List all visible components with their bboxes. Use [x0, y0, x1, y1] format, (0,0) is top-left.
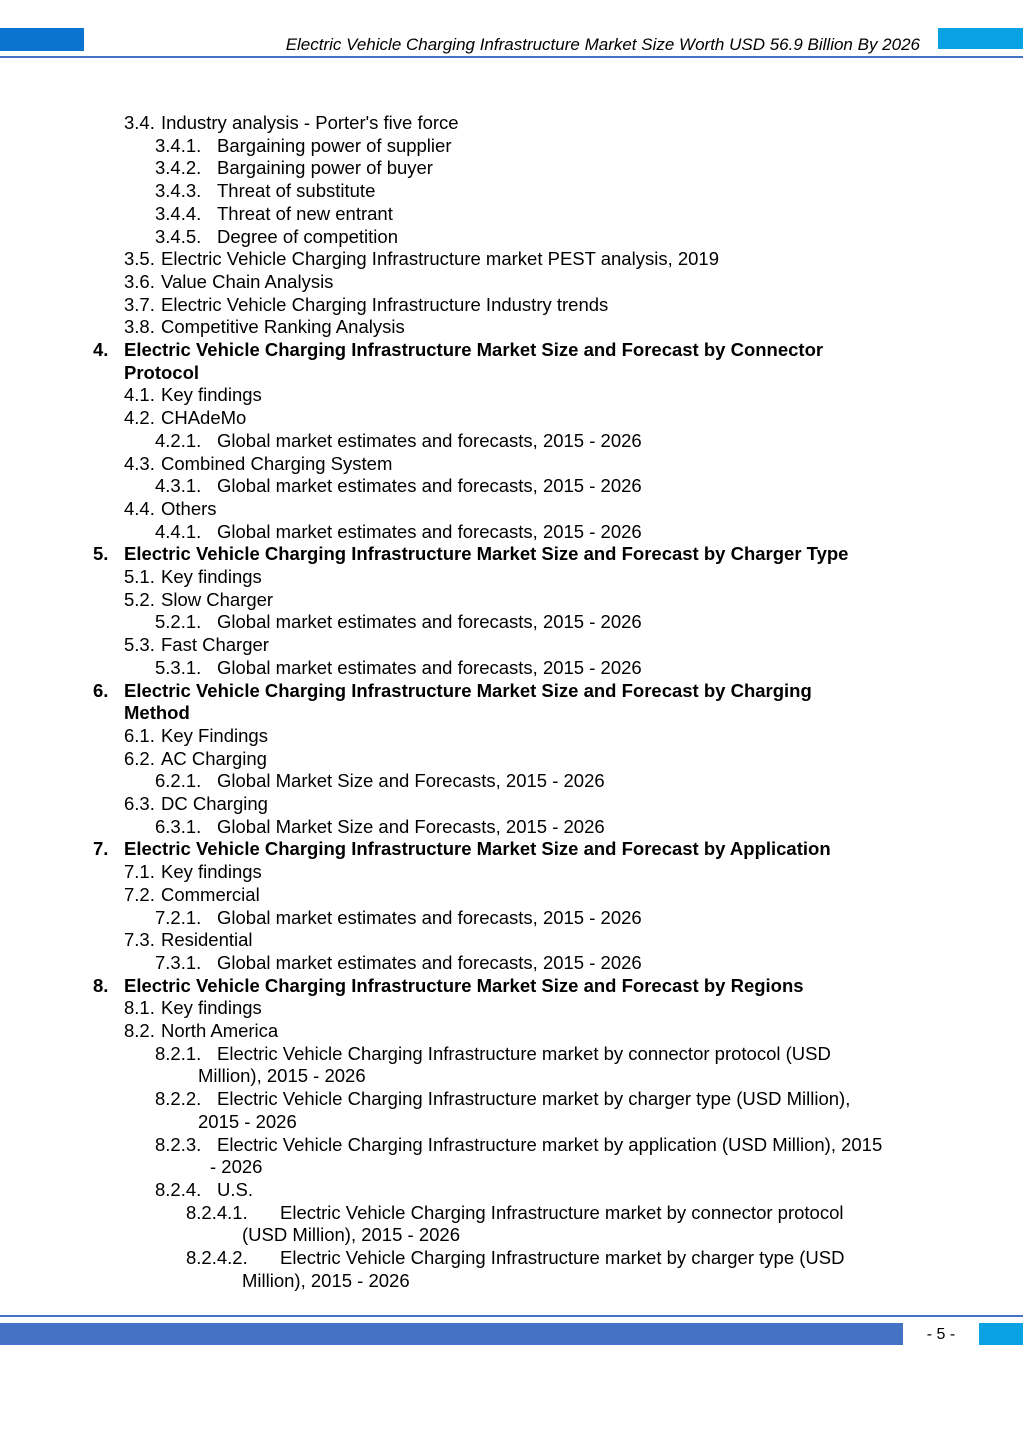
toc-entry-number: 6.3.1. [155, 815, 202, 837]
toc-entry-number: 3.4.4. [155, 202, 202, 224]
toc-entry-title: Global Market Size and Forecasts, 2015 - 2026 [217, 815, 605, 837]
toc-entry-number: 6.2.1. [155, 770, 202, 792]
toc-entry-title: Others [161, 497, 217, 519]
toc-entry-number: 6.2. [124, 747, 155, 769]
toc-entry-number: 5.1. [124, 566, 155, 587]
toc-entry-title: DC Charging [161, 793, 268, 814]
toc-entry-number: 8.1. [124, 997, 155, 1019]
toc-entry-number: 5.3.1. [155, 656, 202, 678]
toc-entry-title-continued: Protocol [124, 361, 200, 383]
toc-entry-number: 8.2.4.1. [186, 1201, 248, 1223]
toc-entry-title: U.S. [217, 1178, 253, 1200]
toc-entry-title: Electric Vehicle Charging Infrastructure Market Size and Forecast by Charger Type [124, 543, 849, 565]
toc-entry-number: 4.3. [124, 452, 155, 474]
toc-entry-number: 8.2.2. [155, 1088, 202, 1110]
toc-entry-title: AC Charging [161, 747, 267, 769]
toc-entry-number: 4.4. [124, 497, 155, 519]
toc-entry-number: 3.6. [124, 270, 155, 292]
toc-entry-title-continued: Million), 2015 - 2026 [242, 1269, 410, 1291]
toc-entry-title: Electric Vehicle Charging Infrastructure Market Size and Forecast by Charging [124, 679, 812, 701]
toc-entry-title: Global market estimates and forecasts, 2015 - 2026 [217, 475, 642, 497]
toc-entry-number: 3.5. [124, 248, 155, 270]
toc-entry-number: 8.2.4. [155, 1178, 202, 1200]
toc-entry-title: Threat of substitute [217, 180, 376, 202]
toc-entry-number: 5.2. [124, 588, 155, 610]
toc-entry-title: Threat of new entrant [217, 202, 393, 224]
toc-entry-number: 4.2.1. [155, 429, 202, 451]
toc-entry-title: CHAdeMo [161, 407, 247, 429]
toc-entry-title: Electric Vehicle Charging Infrastructure market by charger type (USD [280, 1247, 845, 1268]
toc-entry-number: 4.4.1. [155, 520, 202, 542]
toc-entry-number: 3.4.2. [155, 157, 202, 179]
toc-entry-title: Bargaining power of supplier [217, 134, 452, 156]
header-title: Electric Vehicle Charging Infrastructure Market Size Worth USD 56.9 Billion By 2026 [285, 35, 920, 54]
toc-entry-title: Key findings [161, 997, 262, 1019]
toc-entry-title-continued: Million), 2015 - 2026 [198, 1065, 366, 1087]
toc-entry-title: Slow Charger [161, 588, 274, 610]
toc-entry-title-continued: (USD Million), 2015 - 2026 [242, 1224, 460, 1246]
toc-entry-number: 4.1. [124, 384, 155, 406]
toc-entry-title: Electric Vehicle Charging Infrastructure Market Size and Forecast by Regions [124, 974, 804, 996]
toc-entry-title: Key findings [161, 861, 262, 883]
header-accent-right [938, 28, 1023, 49]
toc-entry-title: Electric Vehicle Charging Infrastructure Market Size and Forecast by Application [124, 838, 831, 860]
toc-entry-title-continued: Method [124, 702, 190, 724]
toc-entry-number: 8.2.4.2. [186, 1247, 248, 1268]
toc-entry-title: Competitive Ranking Analysis [161, 316, 405, 338]
toc-entry-number: 7.3. [124, 929, 155, 951]
toc-entry-title: Global market estimates and forecasts, 2015 - 2026 [217, 951, 642, 973]
toc-entry-number: 8.2.3. [155, 1133, 202, 1155]
toc-entry-number: 7. [93, 838, 109, 860]
toc-entry-number: 3.8. [124, 316, 155, 338]
toc-entry-title: North America [161, 1020, 279, 1041]
toc-entry-number: 3.7. [124, 293, 155, 315]
toc-entry-title: Residential [161, 929, 253, 951]
toc-entry-number: 7.2.1. [155, 906, 202, 928]
toc-entry-title: Global Market Size and Forecasts, 2015 - 2026 [217, 770, 605, 792]
toc-entry-title: Electric Vehicle Charging Infrastructure Market Size and Forecast by Connector [124, 339, 824, 360]
toc-entry-title: Degree of competition [217, 225, 398, 247]
toc-entry-number: 8.2.1. [155, 1042, 202, 1064]
toc-entry-title: Value Chain Analysis [161, 270, 334, 292]
toc-entry-title: Global market estimates and forecasts, 2015 - 2026 [217, 656, 642, 678]
toc-entry-title: Combined Charging System [161, 452, 393, 474]
toc-entry-title: Electric Vehicle Charging Infrastructure market by connector protocol (USD [217, 1042, 831, 1064]
toc-entry-title: Bargaining power of buyer [217, 157, 433, 179]
toc-entry-title: Commercial [161, 883, 260, 905]
toc-entry-number: 4.3.1. [155, 475, 202, 497]
footer-accent-right [979, 1323, 1023, 1345]
toc-entry-title: Global market estimates and forecasts, 2015 - 2026 [217, 906, 642, 928]
header-rule [0, 56, 1023, 58]
toc-entry-number: 6.1. [124, 724, 155, 746]
toc-entry-number: 4. [93, 339, 109, 360]
page-number: - 5 - [926, 1326, 956, 1343]
toc-entry-title-continued: - 2026 [210, 1156, 263, 1178]
toc-entry-title: Industry analysis - Porter's five force [161, 112, 459, 133]
toc-entry-number: 3.4.5. [155, 225, 202, 247]
toc-entry-number: 4.2. [124, 407, 155, 429]
toc-entry-number: 8.2. [124, 1020, 155, 1041]
toc-entry-title: Key Findings [161, 724, 268, 746]
toc-entry-title: Electric Vehicle Charging Infrastructure market by application (USD Million), 2015 [217, 1133, 883, 1155]
toc-entry-title: Global market estimates and forecasts, 2015 - 2026 [217, 520, 642, 542]
toc-entry-number: 3.4. [124, 112, 155, 133]
toc-entry-number: 5.3. [124, 634, 155, 656]
toc-entry-title: Electric Vehicle Charging Infrastructure market by connector protocol [280, 1201, 844, 1223]
toc-entry-title: Electric Vehicle Charging Infrastructure Industry trends [161, 293, 609, 315]
toc-entry-title: Global market estimates and forecasts, 2015 - 2026 [217, 429, 642, 451]
toc-entry-number: 7.3.1. [155, 951, 202, 973]
footer-bar [0, 1323, 903, 1345]
toc-entry-title: Electric Vehicle Charging Infrastructure market PEST analysis, 2019 [161, 248, 719, 270]
footer-rule [0, 1315, 1023, 1317]
toc-entry-number: 5.2.1. [155, 611, 202, 633]
toc-entry-number: 7.1. [124, 861, 155, 883]
toc-entry-number: 5. [93, 543, 109, 565]
toc-entry-title: Key findings [161, 384, 262, 406]
toc-entry-number: 6.3. [124, 793, 155, 814]
toc-entry-title: Electric Vehicle Charging Infrastructure market by charger type (USD Million), [217, 1088, 851, 1110]
toc-entry-number: 3.4.1. [155, 134, 202, 156]
toc-entry-title: Global market estimates and forecasts, 2015 - 2026 [217, 611, 642, 633]
toc-entry-number: 8. [93, 974, 109, 996]
toc-entry-number: 7.2. [124, 883, 155, 905]
toc-entry-title: Key findings [161, 566, 262, 587]
toc-entry-number: 6. [93, 679, 109, 701]
toc-entry-title-continued: 2015 - 2026 [198, 1110, 297, 1132]
toc-entry-title: Fast Charger [161, 634, 269, 656]
toc-entry-number: 3.4.3. [155, 180, 202, 202]
